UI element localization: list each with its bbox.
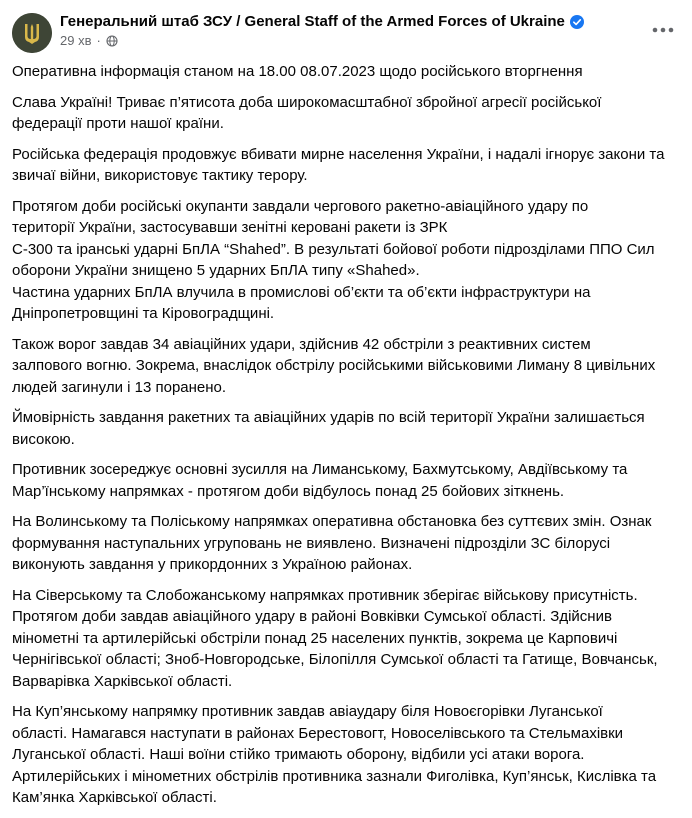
author-line: [60, 13, 640, 30]
author-block: [60, 13, 640, 48]
post-paragraph: На Волинському та Поліському напрямках оперативна обстановка без суттєвих змін. Ознак формування наступальних угруповань не виявлено. Визначені підрозділи ЗС білорусі виконують завдання у прикордонних з Україною районах.: [12, 513, 652, 573]
globe-icon[interactable]: [106, 35, 118, 47]
more-options-button[interactable]: [648, 18, 678, 42]
post-paragraph: На Куп’янському напрямку противник завдав авіаудару біля Новоєгорівки Луганської області. Намагався наступати в районах Берестовогт, Новоселівського та Стельмахівки Луганської області. Наші воїни стійко тримають оборону, відбили усі атаки ворога. Артилерійських і мінометних обстрілів противника зазнали Фиголівка, Куп’янськ, Кислівка та Кам’янка Харківської області.: [12, 703, 657, 806]
post-body: [12, 61, 684, 818]
post-paragraph: Протягом доби російські окупанти завдали чергового ракетно-авіаційного удару по території України, застосувавши зенітні керовані ракети із ЗРК С-300 та іранські ударні БпЛА “Shahed”. В результаті бойової роботи підрозділами ППО Сил оборони України знищено 5 ударних БпЛА типу «Shahed». Частина ударних БпЛА влучила в промислові об’єкти та об’єкти інфраструктури на Дніпропетровщині та Кіровоградщині.: [12, 197, 655, 322]
post-paragraph: На Сіверському та Слобожанському напрямках противник зберігає військову присутність. Протягом доби завдав авіаційного удару в районі Вовківки Сумської області. Здійснив мінометні та артилерійські обстріли понад 25 населених пунктів, зокрема це Карповичі Чернігівської області; Зноб-Новгородське, Білопілля Сумської області та Гатище, Вовчанськ, Варварівка Харківської області.: [12, 586, 658, 690]
post-paragraph: Слава Україні! Триває п’ятисота доба широкомасштабної збройної агресії російської федерації проти нашої країни.: [12, 93, 602, 132]
post-paragraph: Ймовірність завдання ракетних та авіаційних ударів по всій території України залишається високою.: [12, 409, 645, 448]
page-avatar[interactable]: [12, 13, 52, 53]
post-timestamp[interactable]: 29 хв: [60, 33, 92, 48]
post-paragraph: Російська федерація продовжує вбивати мирне населення України, і надалі ігнорує закони та звичаї війни, використовує тактику терору.: [12, 145, 665, 184]
author-name-link[interactable]: Генеральний штаб ЗСУ / General Staff of the Armed Forces of Ukraine: [60, 13, 565, 30]
verified-badge-icon: [570, 15, 584, 29]
post-meta: [60, 33, 640, 48]
meta-separator: ·: [96, 33, 101, 48]
post-paragraph: Противник зосереджує основні зусилля на Лиманському, Бахмутському, Авдіївському та Мар’їнському напрямках - протягом доби відбулось понад 25 бойових зіткнень.: [12, 461, 628, 500]
more-options-icon: [652, 27, 674, 33]
post-paragraph: Оперативна інформація станом на 18.00 08.07.2023 щодо російського вторгнення: [12, 63, 583, 80]
post-paragraph: Також ворог завдав 34 авіаційних удари, здійснив 42 обстріли з реактивних систем залпового вогню. Зокрема, внаслідок обстрілу російськими військовими Лиману 8 цивільних людей загинули і 13 поранено.: [12, 335, 656, 396]
post-header: [12, 10, 680, 54]
trident-emblem-icon: [12, 13, 52, 53]
